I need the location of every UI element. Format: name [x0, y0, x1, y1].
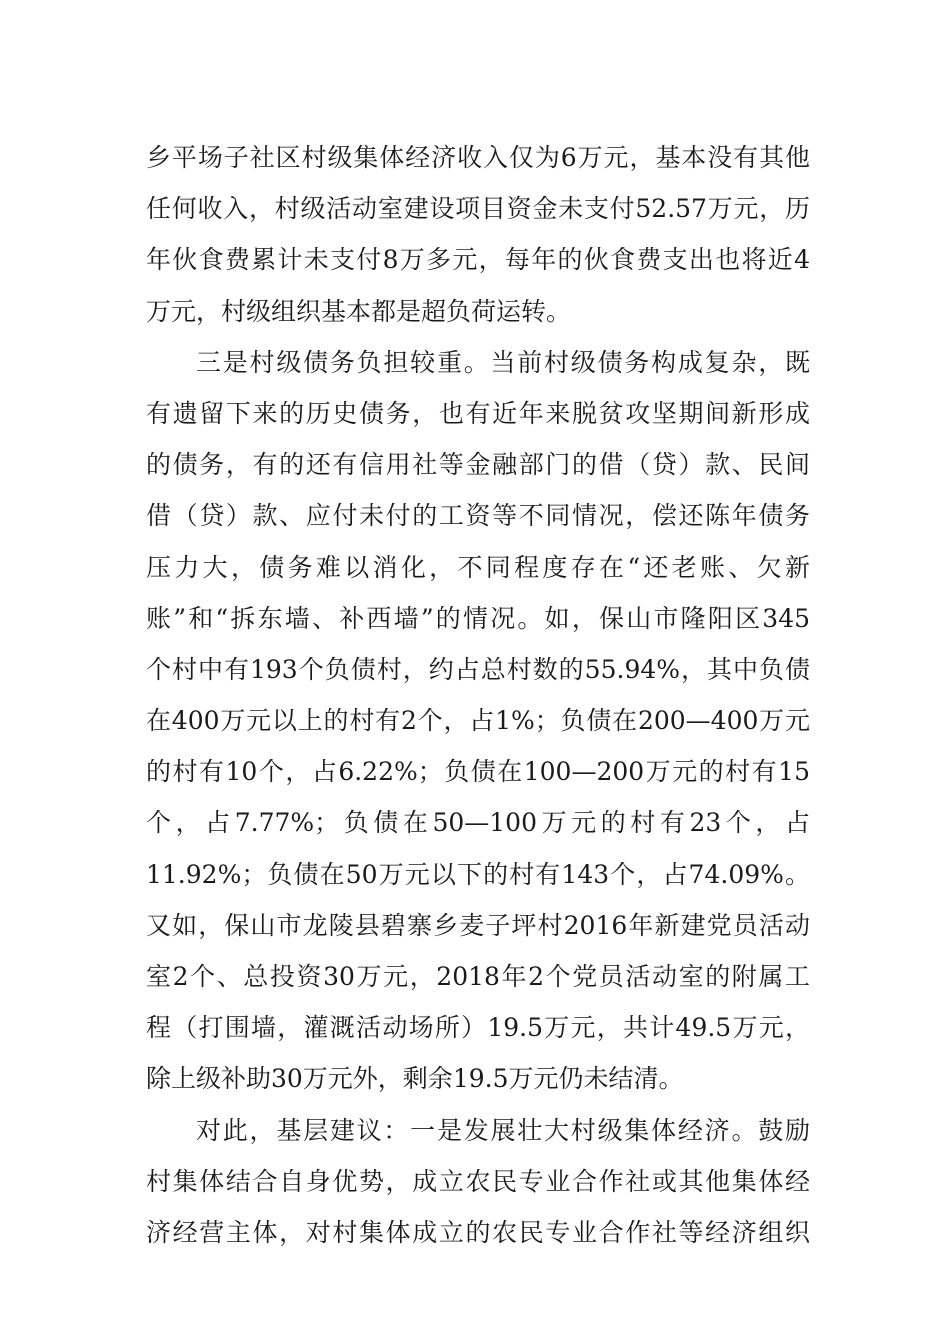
- text-line: 借（贷）款、应付未付的工资等不同情况，偿还陈年债务: [146, 501, 810, 531]
- text-line: 室2个、总投资30万元，2018年2个党员活动室的附属工: [146, 962, 810, 991]
- text-line: 济经营主体，对村集体成立的农民专业合作社等经济组织: [146, 1217, 810, 1247]
- text-line: 个村中有193个负债村，约占总村数的55.94%，其中负债: [146, 654, 810, 684]
- text-line: 个，占7.77%；负债在50—100万元的村有23个，占: [146, 808, 810, 838]
- text-line: 压力大，债务难以消化，不同程度存在“还老账、欠新: [146, 552, 810, 582]
- text-line: 任何收入，村级活动室建设项目资金未支付52.57万元，历: [146, 194, 810, 224]
- text-line: 有遗留下来的历史债务，也有近年来脱贫攻坚期间新形成: [146, 398, 810, 428]
- text-line: 程（打围墙，灌溉活动场所）19.5万元，共计49.5万元，: [146, 1013, 810, 1043]
- text-line: 万元，村级组织基本都是超负荷运转。: [146, 296, 572, 326]
- text-line: 又如，保山市龙陵县碧寨乡麦子坪村2016年新建党员活动: [146, 910, 810, 940]
- paragraph-start-line: 对此，基层建议：一是发展壮大村级集体经济。鼓励: [196, 1115, 810, 1145]
- text-line: 村集体结合自身优势，成立农民专业合作社或其他集体经: [146, 1166, 810, 1196]
- text-line: 在400万元以上的村有2个，占1%；负债在200—400万元: [146, 706, 810, 736]
- text-line: 账”和“拆东墙、补西墙”的情况。如，保山市隆阳区345: [146, 603, 810, 633]
- text-line: 年伙食费累计未支付8万多元，每年的伙食费支出也将近4: [146, 245, 810, 275]
- paragraph-start-line: 三是村级债务负担较重。当前村级债务构成复杂，既: [196, 347, 810, 377]
- text-line: 的债务，有的还有信用社等金融部门的借（贷）款、民间: [146, 450, 810, 480]
- text-line: 除上级补助30万元外，剩余19.5万元仍未结清。: [146, 1064, 684, 1094]
- text-line: 11.92%；负债在50万元以下的村有143个，占74.09%。: [146, 859, 810, 889]
- text-line: 的村有10个，占6.22%；负债在100—200万元的村有15: [146, 757, 810, 787]
- text-line: 乡平场子社区村级集体经济收入仅为6万元，基本没有其他: [146, 143, 810, 172]
- body-text: [146, 132, 810, 1258]
